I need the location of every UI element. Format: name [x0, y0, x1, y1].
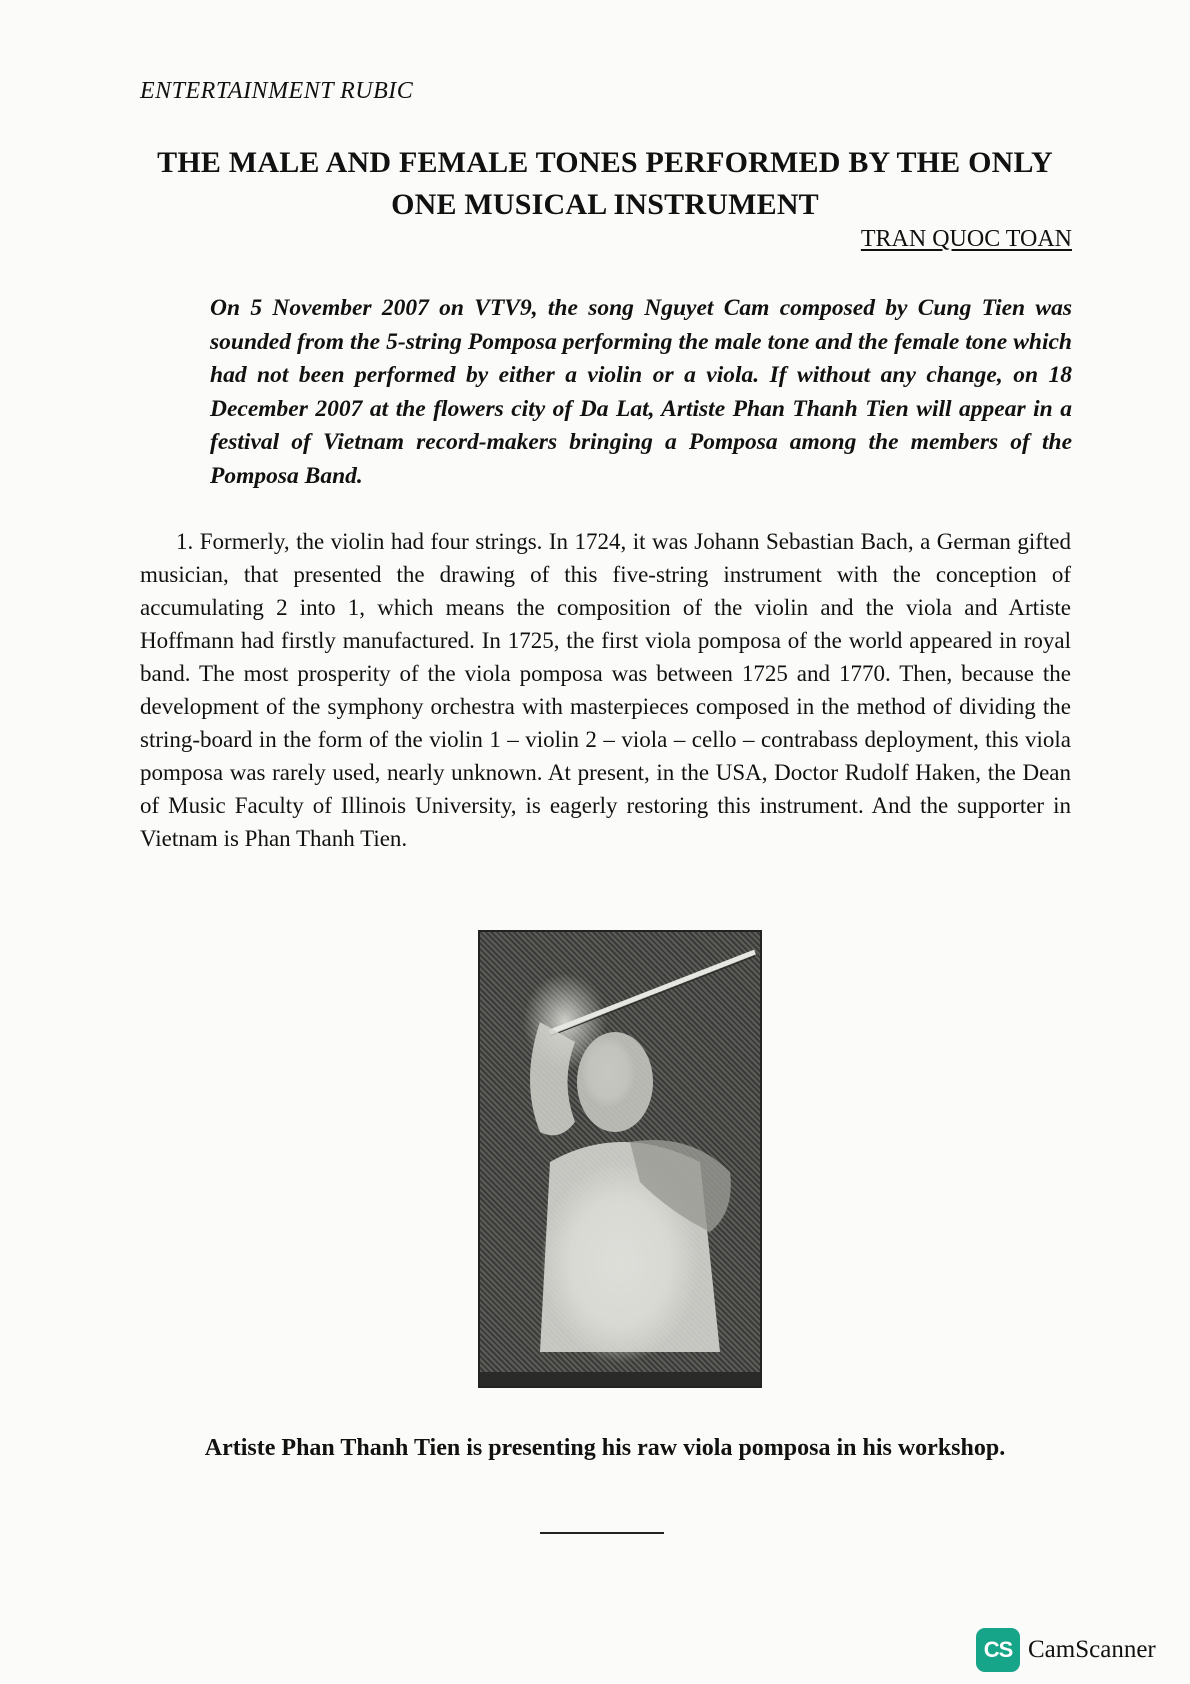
article-title: THE MALE AND FEMALE TONES PERFORMED BY THE ONLY ONE MUSICAL INSTRUMENT — [157, 146, 1053, 221]
author-name: TRAN QUOC TOAN — [860, 226, 1072, 252]
lead-paragraph: On 5 November 2007 on VTV9, the song Nguyet Cam composed by Cung Tien was sounded from the 5-string Pomposa performing the male tone and the female tone which had not been performed by either a violin or a viola. If without any change, on 18 December 2007 at the flowers city of Da Lat, Artiste Phan Thanh Tien will appear in a festival of Vietnam record-makers bringing a Pomposa among the members of the Pomposa Band. — [210, 295, 1072, 489]
performer-photo — [478, 930, 762, 1388]
rubric-label: ENTERTAINMENT RUBIC — [140, 78, 414, 104]
camscanner-watermark — [976, 1628, 1156, 1672]
camscanner-logo-icon: CS — [976, 1628, 1020, 1672]
camscanner-label: CamScanner — [1028, 1636, 1156, 1663]
body-paragraph: 1. Formerly, the violin had four strings. In 1724, it was Johann Sebastian Bach, a German gifted musician, that presented the drawing of this five-string instrument with the conception of accumulating 2 into 1, which means the composition of the violin and the viola and Artiste Hoffmann had firstly manufactured. In 1725, the first viola pomposa of the world appeared in royal band. The most prosperity of the viola pomposa was between 1725 and 1770. Then, because the development of the symphony orchestra with masterpieces composed in the method of dividing the string-board in the form of the violin 1 – violin 2 – viola – cello – contrabass deployment, this viola pomposa was rarely used, nearly unknown. At present, in the USA, Doctor Rudolf Haken, the Dean of Music Faculty of Illinois University, is eagerly restoring this instrument. And the supporter in Vietnam is Phan Thanh Tien. — [140, 529, 1071, 851]
end-divider — [540, 1532, 664, 1534]
photo-caption: Artiste Phan Thanh Tien is presenting his raw viola pomposa in his workshop. — [204, 1435, 1006, 1461]
violinist-figure-illustration — [480, 932, 760, 1386]
